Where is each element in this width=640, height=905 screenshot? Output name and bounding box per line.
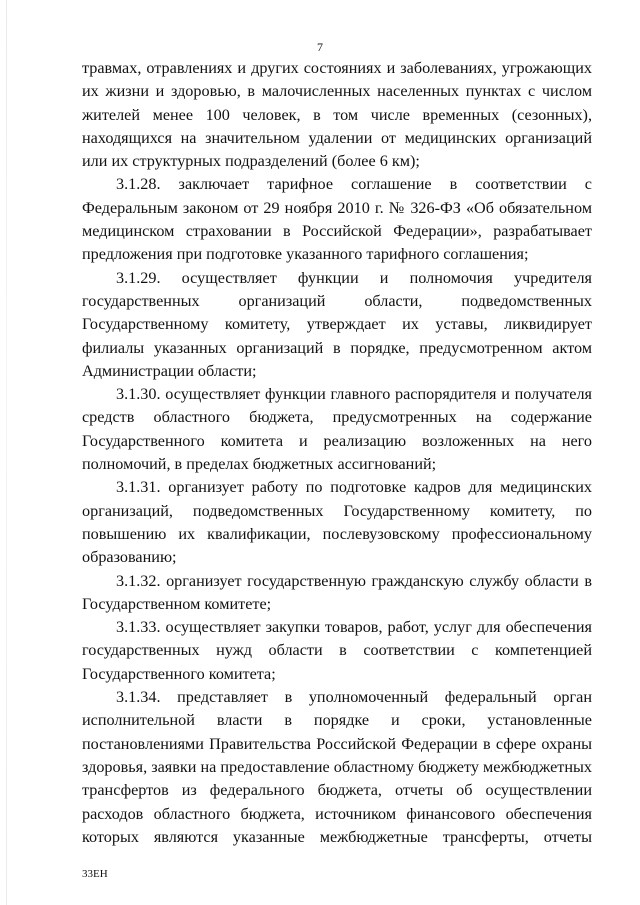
paragraph-3-1-33: 3.1.33. осуществляет закупки товаров, работ, услуг для обеспечения государственных нужд области в соответствии с компетенцией Государственного комитета;: [82, 618, 592, 683]
page-number: 7: [317, 40, 323, 54]
paragraph-3-1-32: 3.1.32. организует государственную гражданскую службу области в Государственном комитете;: [82, 571, 592, 613]
document-body: [82, 57, 592, 849]
paragraph-3-1-31: 3.1.31. организует работу по подготовке кадров для медицинских организаций, подведомственных Государственному комитету, по повышению их квалификации, послевузовскому профессиональному образованию;: [82, 478, 592, 567]
paragraph-3-1-28: 3.1.28. заключает тарифное соглашение в соответствии с Федеральным законом от 29 ноября 2010 г. № 326-ФЗ «Об обязательном медицинском страховании в Российской Федерации», разрабатывает предложения при подготовке указанного тарифного соглашения;: [82, 175, 592, 264]
paragraph-continuation: травмах, отравлениях и других состояниях и заболеваниях, угрожающих их жизни и здоровью, в малочисленных населенных пунктах с числом жителей менее 100 человек, в том числе временных (сезонных), находящихся на значительном удалении от медицинских организаций или их структурных подразделений (более 6 км);: [82, 59, 592, 171]
footer-code: 33ЕН: [82, 868, 108, 880]
paragraph-3-1-34: 3.1.34. представляет в уполномоченный федеральный орган исполнительной власти в порядке и сроки, установленные постановлениями Правительства Российской Федерации в сфере охраны здоровья, заявки на предоставление областному бюджету межбюджетных трансфертов из федерального бюджета, отчеты об осуществлении расходов областного бюджета, источником финансового обеспечения которых являются указанные межбюджетные трансферты, отчеты: [82, 688, 592, 846]
scan-edge-mark: [6, 0, 7, 905]
paragraph-3-1-29: 3.1.29. осуществляет функции и полномочия учредителя государственных организаций области, подведомственных Государственному комитету, утверждает их уставы, ликвидирует филиалы указанных организаций в порядке, предусмотренном актом Администрации области;: [82, 268, 592, 380]
paragraph-3-1-30: 3.1.30. осуществляет функции главного распорядителя и получателя средств областного бюджета, предусмотренных на содержание Государственного комитета и реализацию возложенных на него полномочий, в пределах бюджетных ассигнований;: [82, 385, 592, 474]
